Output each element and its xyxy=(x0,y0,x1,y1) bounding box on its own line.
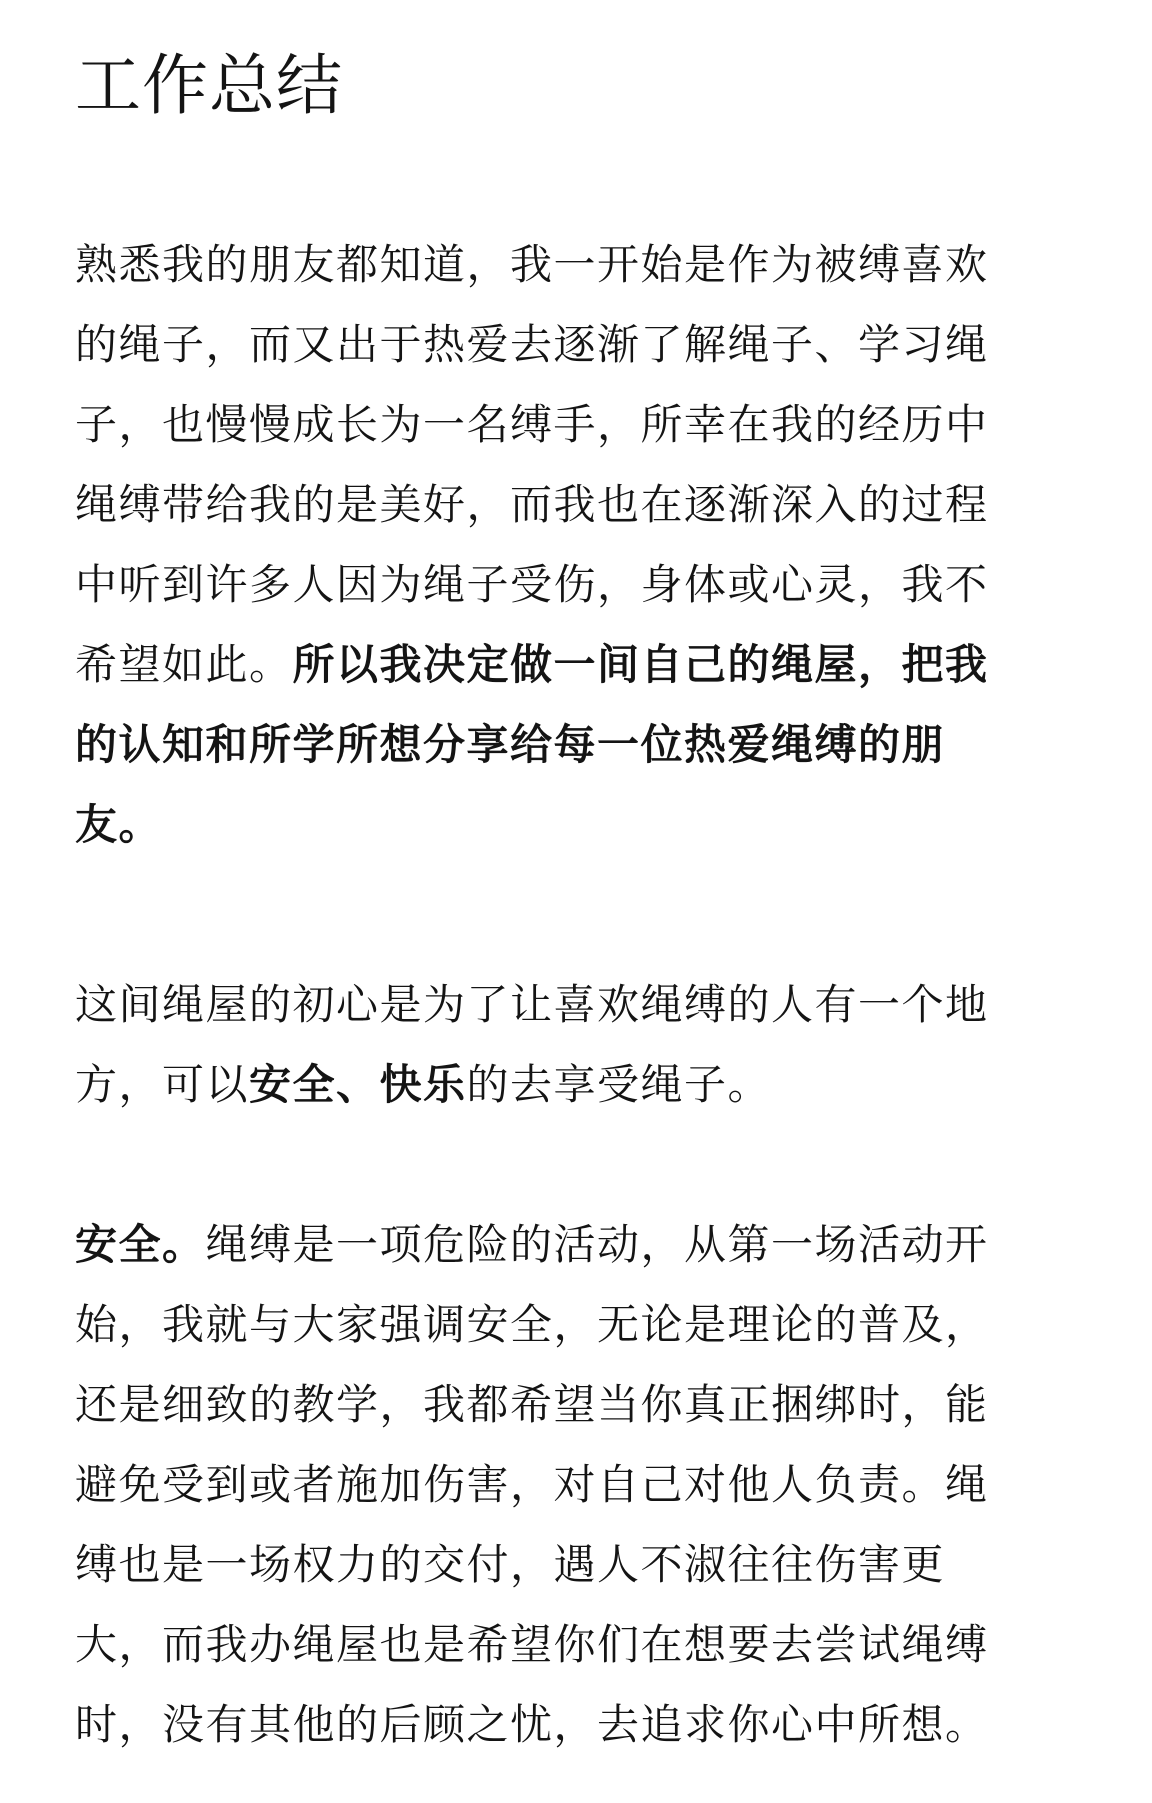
paragraph-line xyxy=(75,1205,1085,1285)
text-run: 还是细致的教学，我都希望当你真正捆绑时，能 xyxy=(75,1380,989,1429)
bold-text-run: 友。 xyxy=(75,800,163,849)
paragraph-intro xyxy=(75,225,1085,865)
bold-text-run: 安全、快乐 xyxy=(249,1060,467,1109)
paragraph-line xyxy=(75,225,1085,305)
paragraph-line xyxy=(75,1525,1085,1605)
paragraph-line xyxy=(75,1285,1085,1365)
paragraph-line xyxy=(75,625,1085,705)
text-run: 中听到许多人因为绳子受伤，身体或心灵，我不 xyxy=(75,560,989,609)
paragraph-line xyxy=(75,385,1085,465)
paragraph-purpose xyxy=(75,965,1085,1125)
paragraph-line xyxy=(75,1685,1085,1765)
text-run: 的绳子，而又出于热爱去逐渐了解绳子、学习绳 xyxy=(75,320,989,369)
paragraph-line xyxy=(75,465,1085,545)
text-run: 时，没有其他的后顾之忧，去追求你心中所想。 xyxy=(75,1700,989,1749)
paragraph-line xyxy=(75,1445,1085,1525)
text-run: 避免受到或者施加伤害，对自己对他人负责。绳 xyxy=(75,1460,989,1509)
text-run: 希望如此。 xyxy=(75,640,293,689)
paragraph-line xyxy=(75,785,1085,865)
page-title: 工作总结 xyxy=(75,47,343,124)
paragraph-line xyxy=(75,545,1085,625)
bold-text-run: 安全。 xyxy=(75,1220,206,1269)
text-run: 大，而我办绳屋也是希望你们在想要去尝试绳缚 xyxy=(75,1620,989,1669)
paragraph-line xyxy=(75,1605,1085,1685)
text-run: 始，我就与大家强调安全，无论是理论的普及， xyxy=(75,1300,989,1349)
text-run: 方，可以 xyxy=(75,1060,250,1109)
text-run: 缚也是一场权力的交付，遇人不淑往往伤害更 xyxy=(75,1540,946,1589)
text-run: 子，也慢慢成长为一名缚手，所幸在我的经历中 xyxy=(75,400,989,449)
text-run: 的去享受绳子。 xyxy=(466,1060,772,1109)
paragraph-safety xyxy=(75,1205,1085,1765)
bold-text-run: 所以我决定做一间自己的绳屋，把我 xyxy=(292,640,989,689)
bold-text-run: 的认知和所学所想分享给每一位热爱绳缚的朋 xyxy=(75,720,946,769)
text-run: 这间绳屋的初心是为了让喜欢绳缚的人有一个地 xyxy=(75,980,989,1029)
paragraph-line xyxy=(75,1045,1085,1125)
paragraph-line xyxy=(75,305,1085,385)
text-run: 绳缚带给我的是美好，而我也在逐渐深入的过程 xyxy=(75,480,989,529)
paragraph-line xyxy=(75,705,1085,785)
paragraph-line xyxy=(75,1365,1085,1445)
text-run: 熟悉我的朋友都知道，我一开始是作为被缚喜欢 xyxy=(75,240,989,289)
paragraph-line xyxy=(75,965,1085,1045)
text-run: 绳缚是一项危险的活动，从第一场活动开 xyxy=(205,1220,989,1269)
